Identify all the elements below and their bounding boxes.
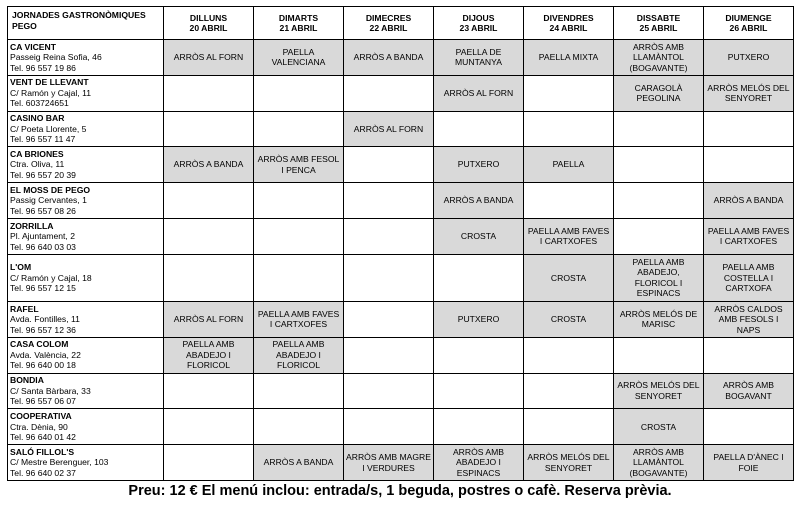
restaurant-name: VENT DE LLEVANT xyxy=(10,77,89,88)
menu-cell xyxy=(434,111,524,147)
menu-cell: PAELLA AMB ABADEJO I FLORICOL xyxy=(254,337,344,373)
restaurant-address: Ctra. Oliva, 11 xyxy=(10,159,65,170)
restaurant-phone: Tel. 96 557 20 39 xyxy=(10,169,76,180)
restaurant-info xyxy=(8,445,164,481)
day-name: DIMECRES xyxy=(365,12,412,23)
day-name: DIUMENGE xyxy=(725,12,772,23)
menu-cell: ARRÒS AMB LLAMÀNTOL (BOGAVANTE) xyxy=(614,40,704,76)
price-footer: Preu: 12 € El menú inclou: entrada/s, 1 beguda, postres o cafè. Reserva prèvia. xyxy=(128,483,672,499)
restaurant-address: C/ Ramón y Cajal, 11 xyxy=(10,87,92,98)
day-header xyxy=(614,7,704,40)
menu-cell: ARRÒS AMB FESOL I PENCA xyxy=(254,147,344,183)
menu-cell xyxy=(254,218,344,254)
restaurant-phone: Tel. 96 557 06 07 xyxy=(10,396,76,407)
restaurant-name: CASA COLOM xyxy=(10,339,69,350)
restaurant-phone: Tel. 96 557 08 26 xyxy=(10,205,76,216)
restaurant-info xyxy=(8,254,164,301)
restaurant-info xyxy=(8,337,164,373)
menu-cell: ARRÒS A BANDA xyxy=(164,147,254,183)
restaurant-row xyxy=(8,111,794,147)
restaurant-info xyxy=(8,373,164,409)
restaurant-info xyxy=(8,75,164,111)
menu-cell: ARRÒS AL FORN xyxy=(434,75,524,111)
menu-cell xyxy=(164,254,254,301)
table-title xyxy=(8,7,164,40)
menu-cell xyxy=(434,254,524,301)
day-name: DISSABTE xyxy=(636,12,681,23)
menu-cell xyxy=(704,147,794,183)
restaurant-row xyxy=(8,409,794,445)
restaurant-address: C/ Mestre Berenguer, 103 xyxy=(10,457,109,468)
menu-cell xyxy=(704,111,794,147)
day-name: DIJOUS xyxy=(462,12,495,23)
restaurant-row xyxy=(8,75,794,111)
restaurant-address: Ctra. Dènia, 90 xyxy=(10,421,68,432)
restaurant-address: Avda. València, 22 xyxy=(10,349,81,360)
menu-cell: ARRÒS CALDOS AMB FESOLS I NAPS xyxy=(704,302,794,338)
restaurant-row xyxy=(8,147,794,183)
menu-cell xyxy=(164,183,254,219)
menu-cell: ARRÒS A BANDA xyxy=(434,183,524,219)
menu-cell: ARRÒS MELÓS DEL SENYORET xyxy=(704,75,794,111)
restaurant-name: EL MOSS DE PEGO xyxy=(10,184,91,195)
menu-cell: ARRÒS AMB BOGAVANT xyxy=(704,373,794,409)
menu-cell: ARRÒS MELÓS DEL SENYORET xyxy=(524,445,614,481)
menu-cell: ARRÒS AL FORN xyxy=(164,40,254,76)
menu-cell: PAELLA xyxy=(524,147,614,183)
restaurant-info xyxy=(8,302,164,338)
restaurant-address: Passeig Reina Sofia, 46 xyxy=(10,52,102,63)
day-date: 26 ABRIL xyxy=(729,23,768,33)
menu-cell xyxy=(524,409,614,445)
menu-cell: PAELLA AMB ABADEJO, FLORICOL I ESPINACS xyxy=(614,254,704,301)
menu-cell: PUTXERO xyxy=(434,147,524,183)
restaurant-info xyxy=(8,40,164,76)
menu-cell xyxy=(524,373,614,409)
menu-cell: ARRÒS AL FORN xyxy=(344,111,434,147)
menu-cell xyxy=(164,409,254,445)
day-date: 24 ABRIL xyxy=(549,23,588,33)
menu-cell xyxy=(344,147,434,183)
menu-cell: PAELLA AMB FAVES I CARTXOFES xyxy=(254,302,344,338)
restaurant-row xyxy=(8,373,794,409)
menu-cell xyxy=(704,337,794,373)
restaurant-name: CA BRIONES xyxy=(10,148,64,159)
menu-cell xyxy=(254,75,344,111)
restaurant-address: C/ Santa Bàrbara, 33 xyxy=(10,385,91,396)
day-name: DIVENDRES xyxy=(543,12,594,23)
restaurant-address: Avda. Fontilles, 11 xyxy=(10,314,80,325)
menu-cell xyxy=(254,183,344,219)
restaurant-name: COOPERATIVA xyxy=(10,411,72,422)
restaurant-phone: Tel. 96 557 12 15 xyxy=(10,283,76,294)
restaurant-name: L'OM xyxy=(10,262,32,273)
menu-cell xyxy=(344,254,434,301)
day-date: 22 ABRIL xyxy=(369,23,408,33)
restaurant-info xyxy=(8,218,164,254)
menu-cell xyxy=(344,218,434,254)
menu-cell: PAELLA AMB COSTELLA I CARTXOFA xyxy=(704,254,794,301)
restaurant-address: Passig Cervantes, 1 xyxy=(10,195,87,206)
restaurant-info xyxy=(8,183,164,219)
table-body xyxy=(8,40,794,481)
menu-cell xyxy=(164,111,254,147)
restaurant-phone: Tel. 96 640 03 03 xyxy=(10,241,76,252)
menu-cell: ARRÒS AMB LLAMÀNTOL (BOGAVANTE) xyxy=(614,445,704,481)
menu-cell xyxy=(614,183,704,219)
menu-cell xyxy=(254,373,344,409)
restaurant-row xyxy=(8,254,794,301)
menu-cell: PUTXERO xyxy=(434,302,524,338)
menu-cell: ARRÒS A BANDA xyxy=(704,183,794,219)
day-header xyxy=(254,7,344,40)
menu-schedule-table xyxy=(7,6,794,481)
menu-cell: PAELLA AMB FAVES I CARTXOFES xyxy=(704,218,794,254)
restaurant-phone: Tel. 96 640 01 42 xyxy=(10,432,76,443)
menu-cell: CROSTA xyxy=(434,218,524,254)
restaurant-row xyxy=(8,445,794,481)
menu-cell xyxy=(524,183,614,219)
restaurant-phone: Tel. 96 557 19 86 xyxy=(10,62,76,73)
day-date: 20 ABRIL xyxy=(189,23,228,33)
menu-cell xyxy=(344,373,434,409)
restaurant-row xyxy=(8,337,794,373)
menu-cell xyxy=(254,111,344,147)
restaurant-address: C/ Ramón y Cajal, 18 xyxy=(10,272,92,283)
menu-cell xyxy=(524,111,614,147)
menu-cell: ARRÒS AMB ABADEJO I ESPINACS xyxy=(434,445,524,481)
menu-cell xyxy=(434,337,524,373)
menu-cell: PAELLA VALENCIANA xyxy=(254,40,344,76)
restaurant-name: BONDIA xyxy=(10,375,44,386)
menu-cell: ARRÒS MELÓS DE MARISC xyxy=(614,302,704,338)
menu-cell xyxy=(344,302,434,338)
menu-cell: ARRÒS MELÓS DEL SENYORET xyxy=(614,373,704,409)
menu-cell xyxy=(614,111,704,147)
menu-cell xyxy=(614,147,704,183)
menu-cell xyxy=(164,445,254,481)
menu-cell xyxy=(344,409,434,445)
restaurant-address: Pl. Ajuntament, 2 xyxy=(10,231,75,242)
title-line-1: JORNADES GASTRONÒMIQUES xyxy=(12,10,146,20)
menu-cell xyxy=(614,337,704,373)
menu-cell: ARRÒS AL FORN xyxy=(164,302,254,338)
menu-cell: PUTXERO xyxy=(704,40,794,76)
day-name: DILLUNS xyxy=(189,12,228,23)
menu-cell xyxy=(164,373,254,409)
restaurant-phone: Tel. 96 557 12 36 xyxy=(10,324,76,335)
day-header xyxy=(524,7,614,40)
day-date: 23 ABRIL xyxy=(459,23,498,33)
menu-cell xyxy=(164,218,254,254)
restaurant-info xyxy=(8,409,164,445)
menu-cell xyxy=(614,218,704,254)
restaurant-row xyxy=(8,40,794,76)
day-date: 21 ABRIL xyxy=(279,23,318,33)
restaurant-row xyxy=(8,183,794,219)
day-name: DIMARTS xyxy=(278,12,319,23)
menu-cell xyxy=(344,183,434,219)
menu-cell xyxy=(434,373,524,409)
menu-cell: PAELLA AMB ABADEJO I FLORICOL xyxy=(164,337,254,373)
title-line-2: PEGO xyxy=(12,20,37,31)
restaurant-phone: Tel. 96 640 02 37 xyxy=(10,467,76,478)
day-header xyxy=(704,7,794,40)
menu-cell: ARRÒS A BANDA xyxy=(344,40,434,76)
menu-cell: ARRÒS A BANDA xyxy=(254,445,344,481)
restaurant-phone: Tel. 96 557 11 47 xyxy=(10,134,76,145)
menu-cell xyxy=(434,409,524,445)
restaurant-row xyxy=(8,218,794,254)
menu-cell xyxy=(254,409,344,445)
restaurant-name: CA VICENT xyxy=(10,41,56,52)
day-header xyxy=(344,7,434,40)
menu-cell: ARRÒS AMB MAGRE I VERDURES xyxy=(344,445,434,481)
menu-cell: PAELLA D'ÀNEC I FOIE xyxy=(704,445,794,481)
menu-cell: CROSTA xyxy=(614,409,704,445)
restaurant-address: C/ Poeta Llorente, 5 xyxy=(10,123,87,134)
menu-cell xyxy=(704,409,794,445)
restaurant-phone: Tel. 96 640 00 18 xyxy=(10,360,76,371)
menu-cell: CROSTA xyxy=(524,302,614,338)
menu-cell: PAELLA MIXTA xyxy=(524,40,614,76)
day-header xyxy=(434,7,524,40)
restaurant-info xyxy=(8,147,164,183)
menu-cell: CARAGOLÀ PEGOLINA xyxy=(614,75,704,111)
header-row xyxy=(8,7,794,40)
restaurant-name: CASINO BAR xyxy=(10,113,65,124)
menu-cell xyxy=(524,75,614,111)
menu-cell: PAELLA AMB FAVES I CARTXOFES xyxy=(524,218,614,254)
menu-cell: CROSTA xyxy=(524,254,614,301)
menu-cell xyxy=(524,337,614,373)
day-date: 25 ABRIL xyxy=(639,23,678,33)
restaurant-name: RAFEL xyxy=(10,303,39,314)
menu-cell xyxy=(344,75,434,111)
restaurant-name: SALÓ FILLOL'S xyxy=(10,446,75,457)
restaurant-phone: Tel. 603724651 xyxy=(10,98,69,109)
menu-cell xyxy=(254,254,344,301)
restaurant-name: ZORRILLA xyxy=(10,220,54,231)
day-header xyxy=(164,7,254,40)
menu-cell xyxy=(164,75,254,111)
restaurant-row xyxy=(8,302,794,338)
menu-cell xyxy=(344,337,434,373)
restaurant-info xyxy=(8,111,164,147)
menu-cell: PAELLA DE MUNTANYA xyxy=(434,40,524,76)
